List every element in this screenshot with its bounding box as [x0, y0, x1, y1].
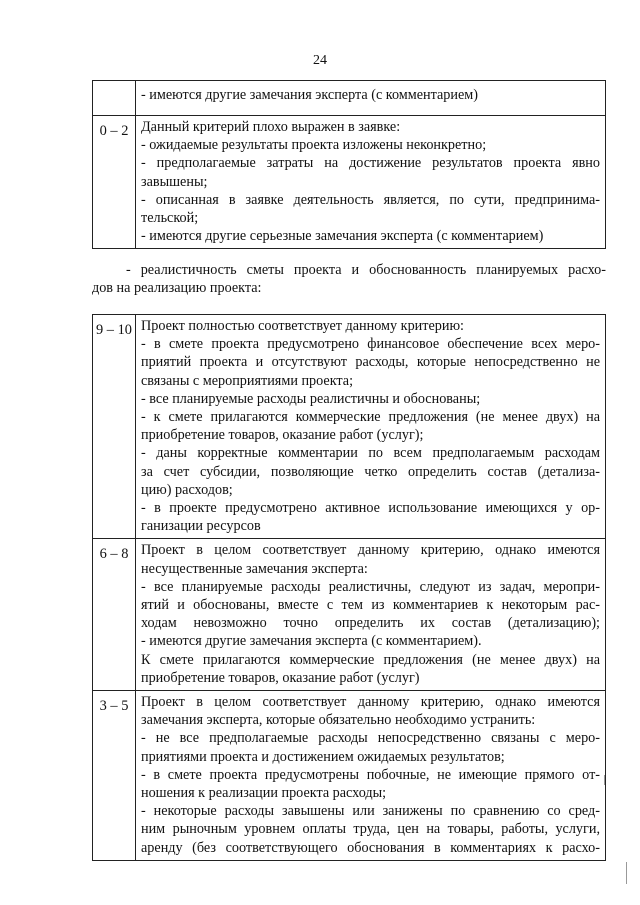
table-row [93, 81, 606, 116]
text-line: - все планируемые расходы реалистичны и обоснованы; [141, 390, 481, 407]
text-line: тельской; [141, 210, 199, 227]
text-line: приятиями проекта и достижением ожидаемых результатов; [141, 748, 505, 765]
score-cell: 9 – 10 [93, 315, 136, 539]
text-line: аренду (без соответствующего обоснования в комментариях к расхо- [141, 839, 600, 856]
text-line: ятий и обоснованы, вместе с тем из комментариев к некоторым рас- [141, 597, 600, 614]
criteria-table-1 [92, 80, 606, 249]
table-row [93, 315, 606, 539]
page-number: 24 [313, 53, 327, 68]
text-line: - к смете прилагаются коммерческие предложения (не менее двух) на [141, 409, 600, 426]
text-line: связаны с мероприятиями проекта; [141, 372, 354, 389]
text-line: - имеются другие серьезные замечания эксперта (с комментарием) [141, 228, 544, 245]
section-paragraph [92, 261, 606, 297]
text-line: - имеются другие замечания эксперта (с комментарием) [141, 87, 478, 103]
text-line: приятий проекта и отсутствуют расходы, которые непосредственно не [141, 354, 600, 371]
text-line: - описанная в заявке деятельность является, по сути, предпринима- [141, 191, 600, 208]
description-cell [136, 539, 606, 691]
text-line: - некоторые расходы завышены или занижены по сравнению со сред- [141, 803, 600, 820]
text-line: ним рыночным уровнем оплаты труда, цен на товары, работы, услуги, [141, 821, 600, 838]
text-line: - не все предполагаемые расходы непосредственно связаны с меро- [141, 730, 600, 747]
text-line: Данный критерий плохо выражен в заявке: [141, 119, 401, 135]
text-line: - предполагаемые затраты на достижение результатов проекта явно [141, 155, 600, 172]
text-line: - в смете проекта предусмотрены побочные, не имеющие прямого от- [141, 766, 600, 783]
text-line: ношения к реализации проекта расходы; [141, 785, 387, 802]
description-cell [136, 315, 606, 539]
table-row [93, 691, 606, 861]
text-line: приобретение товаров, оказание работ (услуг) [141, 669, 420, 686]
text-line: замечания эксперта, которые обязательно необходимо устранить: [141, 712, 536, 729]
text-line: за счет субсидии, позволяющие четко определить состав (детализа- [141, 463, 600, 480]
text-line: - в смете проекта предусмотрено финансовое обеспечение всех меро- [141, 336, 600, 353]
text-line: - все планируемые расходы реалистичны, следуют из задач, меропри- [141, 578, 600, 595]
text-line: Проект полностью соответствует данному критерию: [141, 318, 464, 334]
text-line: дов на реализацию проекта: [92, 280, 262, 297]
table-row [93, 539, 606, 691]
description-cell [136, 116, 606, 249]
text-line: - в проекте предусмотрено активное использование имеющихся у ор- [141, 500, 600, 517]
score-cell [93, 81, 136, 116]
text-line: несущественные замечания эксперта: [141, 560, 368, 577]
text-line: - даны корректные комментарии по всем предполагаемым расходам [141, 445, 600, 462]
text-line: завышены; [141, 173, 208, 190]
text-line: - ожидаемые результаты проекта изложены неконкретно; [141, 137, 487, 154]
text-line: К смете прилагаются коммерческие предложения (не менее двух) на [141, 651, 600, 668]
text-line: Проект в целом соответствует данному критерию, однако имеются [141, 542, 600, 559]
text-line: цию) расходов; [141, 481, 233, 498]
text-line: Проект в целом соответствует данному критерию, однако имеются [141, 694, 600, 711]
text-line: - реалистичность сметы проекта и обоснованность планируемых расхо- [126, 262, 606, 278]
score-cell: 6 – 8 [93, 539, 136, 691]
text-line: - имеются другие замечания эксперта (с комментарием). [141, 633, 482, 650]
text-line: приобретение товаров, оказание работ (услуг); [141, 427, 424, 444]
score-cell: 0 – 2 [93, 116, 136, 249]
score-cell: 3 – 5 [93, 691, 136, 861]
description-cell [136, 81, 606, 116]
description-cell [136, 691, 606, 861]
text-line: ганизации ресурсов [141, 518, 261, 535]
text-line: ходам невозможно точно определить их состав (детализацию); [141, 615, 600, 632]
scan-mark [626, 862, 627, 884]
scan-mark [604, 775, 605, 785]
criteria-table-2 [92, 314, 606, 861]
table-row [93, 116, 606, 249]
